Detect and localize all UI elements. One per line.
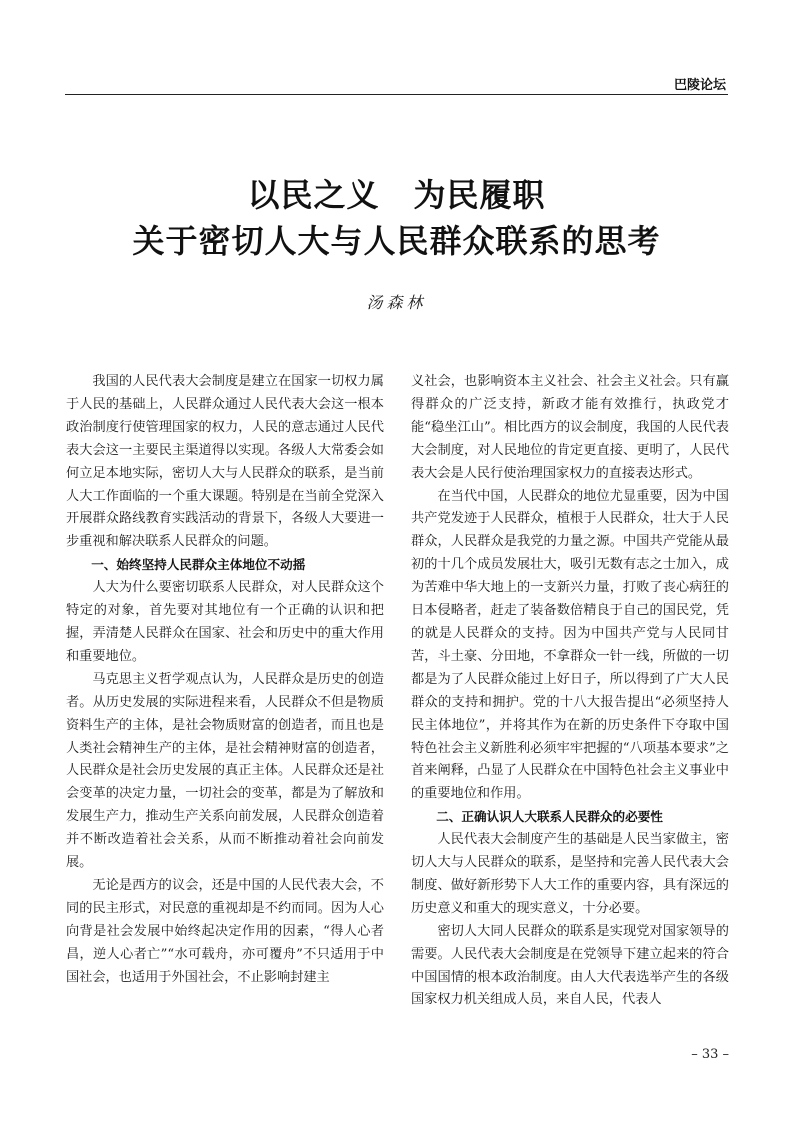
title-part-2: 为民履职 xyxy=(413,176,546,214)
body-paragraph-continued: 义社会，也影响资本主义社会、社会主义社会。只有赢得群众的广泛支持，新政才能有效推行，执政党才能“稳坐江山”。相比西方的议会制度，我国的人民代表大会制度，对人民地位的肯定更直接、更明了，人民代表大会是人民行使治理国家权力的直接表达形式。 xyxy=(411,374,729,481)
body-paragraph: 我国的人民代表大会制度是建立在国家一切权力属于人民的基础上，人民群众通过人民代表大会这一根本政治制度行使管理国家的权力，人民的意志通过人民代表大会这一主要民主渠道得以实现。各级人大常委会如何立足本地实际，密切人大与人民群众的联系，是当前人大工作面临的一个重大课题。特别是在当前全党深入开展群众路线教育实践活动的背景下，各级人大要进一步重视和解决联系人民群众的问题。 xyxy=(66,374,384,550)
body-paragraph: 无论是西方的议会，还是中国的人民代表大会，不同的民主形式，对民意的重视却是不约而同。因为人心向背是社会发展中始终起决定作用的因素，“得人心者昌，逆人心者亡”“水可载舟，亦可覆舟”不只适用于中国社会，也适用于外国社会，不止影响封建主 xyxy=(66,877,384,985)
body-paragraph: 在当代中国，人民群众的地位尤显重要，因为中国共产党发迹于人民群众，植根于人民群众，壮大于人民群众，人民群众是我党的力量之源。中国共产党能从最初的十几个成员发展壮大，吸引无数有志之士加入，成为苦难中华大地上的一支新兴力量，打败了丧心病狂的日本侵略者，赶走了装备数倍精良于自己的国民党，凭的就是人民群众的支持。因为中国共产党与人民同甘苦，斗土豪、分田地，不拿群众一针一线，所做的一切都是为了人民群众能过上好日子，所以得到了广大人民群众的支持和拥护。党的十八大报告提出“必须坚持人民主体地位”，并将其作为在新的历史条件下夺取中国特色社会主义新胜利必须牢牢把握的“八项基本要求”之首来阐释，凸显了人民群众在中国特色社会主义事业中的重要地位和作用。 xyxy=(411,488,729,802)
body-paragraph: 密切人大同人民群众的联系是实现党对国家领导的需要。人民代表大会制度是在党领导下建立起来的符合中国国情的根本政治制度。由人大代表选举产生的各级国家权力机关组成人员，来自人民，代表人 xyxy=(411,923,729,1008)
author-name: 汤森林 xyxy=(366,293,427,312)
running-header xyxy=(65,70,728,95)
section-heading-2: 二、正确认识人大联系人民群众的必要性 xyxy=(436,809,663,825)
body-paragraph: 马克思主义哲学观点认为，人民群众是历史的创造者。从历史发展的实际进程来看，人民群众不但是物质资料生产的主体，是社会物质财富的创造者，而且也是人类社会精神生产的主体，是社会精神财富的创造者，人民群众是社会历史发展的真正主体。人民群众还是社会变革的决定力量，一切社会的变革，都是为了解放和发展生产力，推动生产关系向前发展，人民群众创造着并不断改造着社会关系，从而不断推动着社会向前发展。 xyxy=(66,671,384,871)
page-number: – 33 – xyxy=(691,1047,729,1062)
title-part-1: 以民之义 xyxy=(247,176,380,214)
right-column xyxy=(411,371,729,1012)
article-title-line-1 xyxy=(0,170,793,216)
article-title-line-2: 关于密切人大与人民群众联系的思考 xyxy=(132,222,661,260)
section-heading-1: 一、始终坚持人民群众主体地位不动摇 xyxy=(91,557,306,573)
section-name: 巴陵论坛 xyxy=(673,78,726,93)
body-paragraph: 人民代表大会制度产生的基础是人民当家做主，密切人大与人民群众的联系，是坚持和完善人民代表大会制度、做好新形势下人大工作的重要内容，具有深远的历史意义和重大的现实意义，十分必要。 xyxy=(411,832,729,916)
left-column xyxy=(66,371,384,989)
body-paragraph: 人大为什么要密切联系人民群众，对人民群众这个特定的对象，首先要对其地位有一个正确的认识和把握，弄清楚人民群众在国家、社会和历史中的重大作用和重要地位。 xyxy=(66,580,384,664)
